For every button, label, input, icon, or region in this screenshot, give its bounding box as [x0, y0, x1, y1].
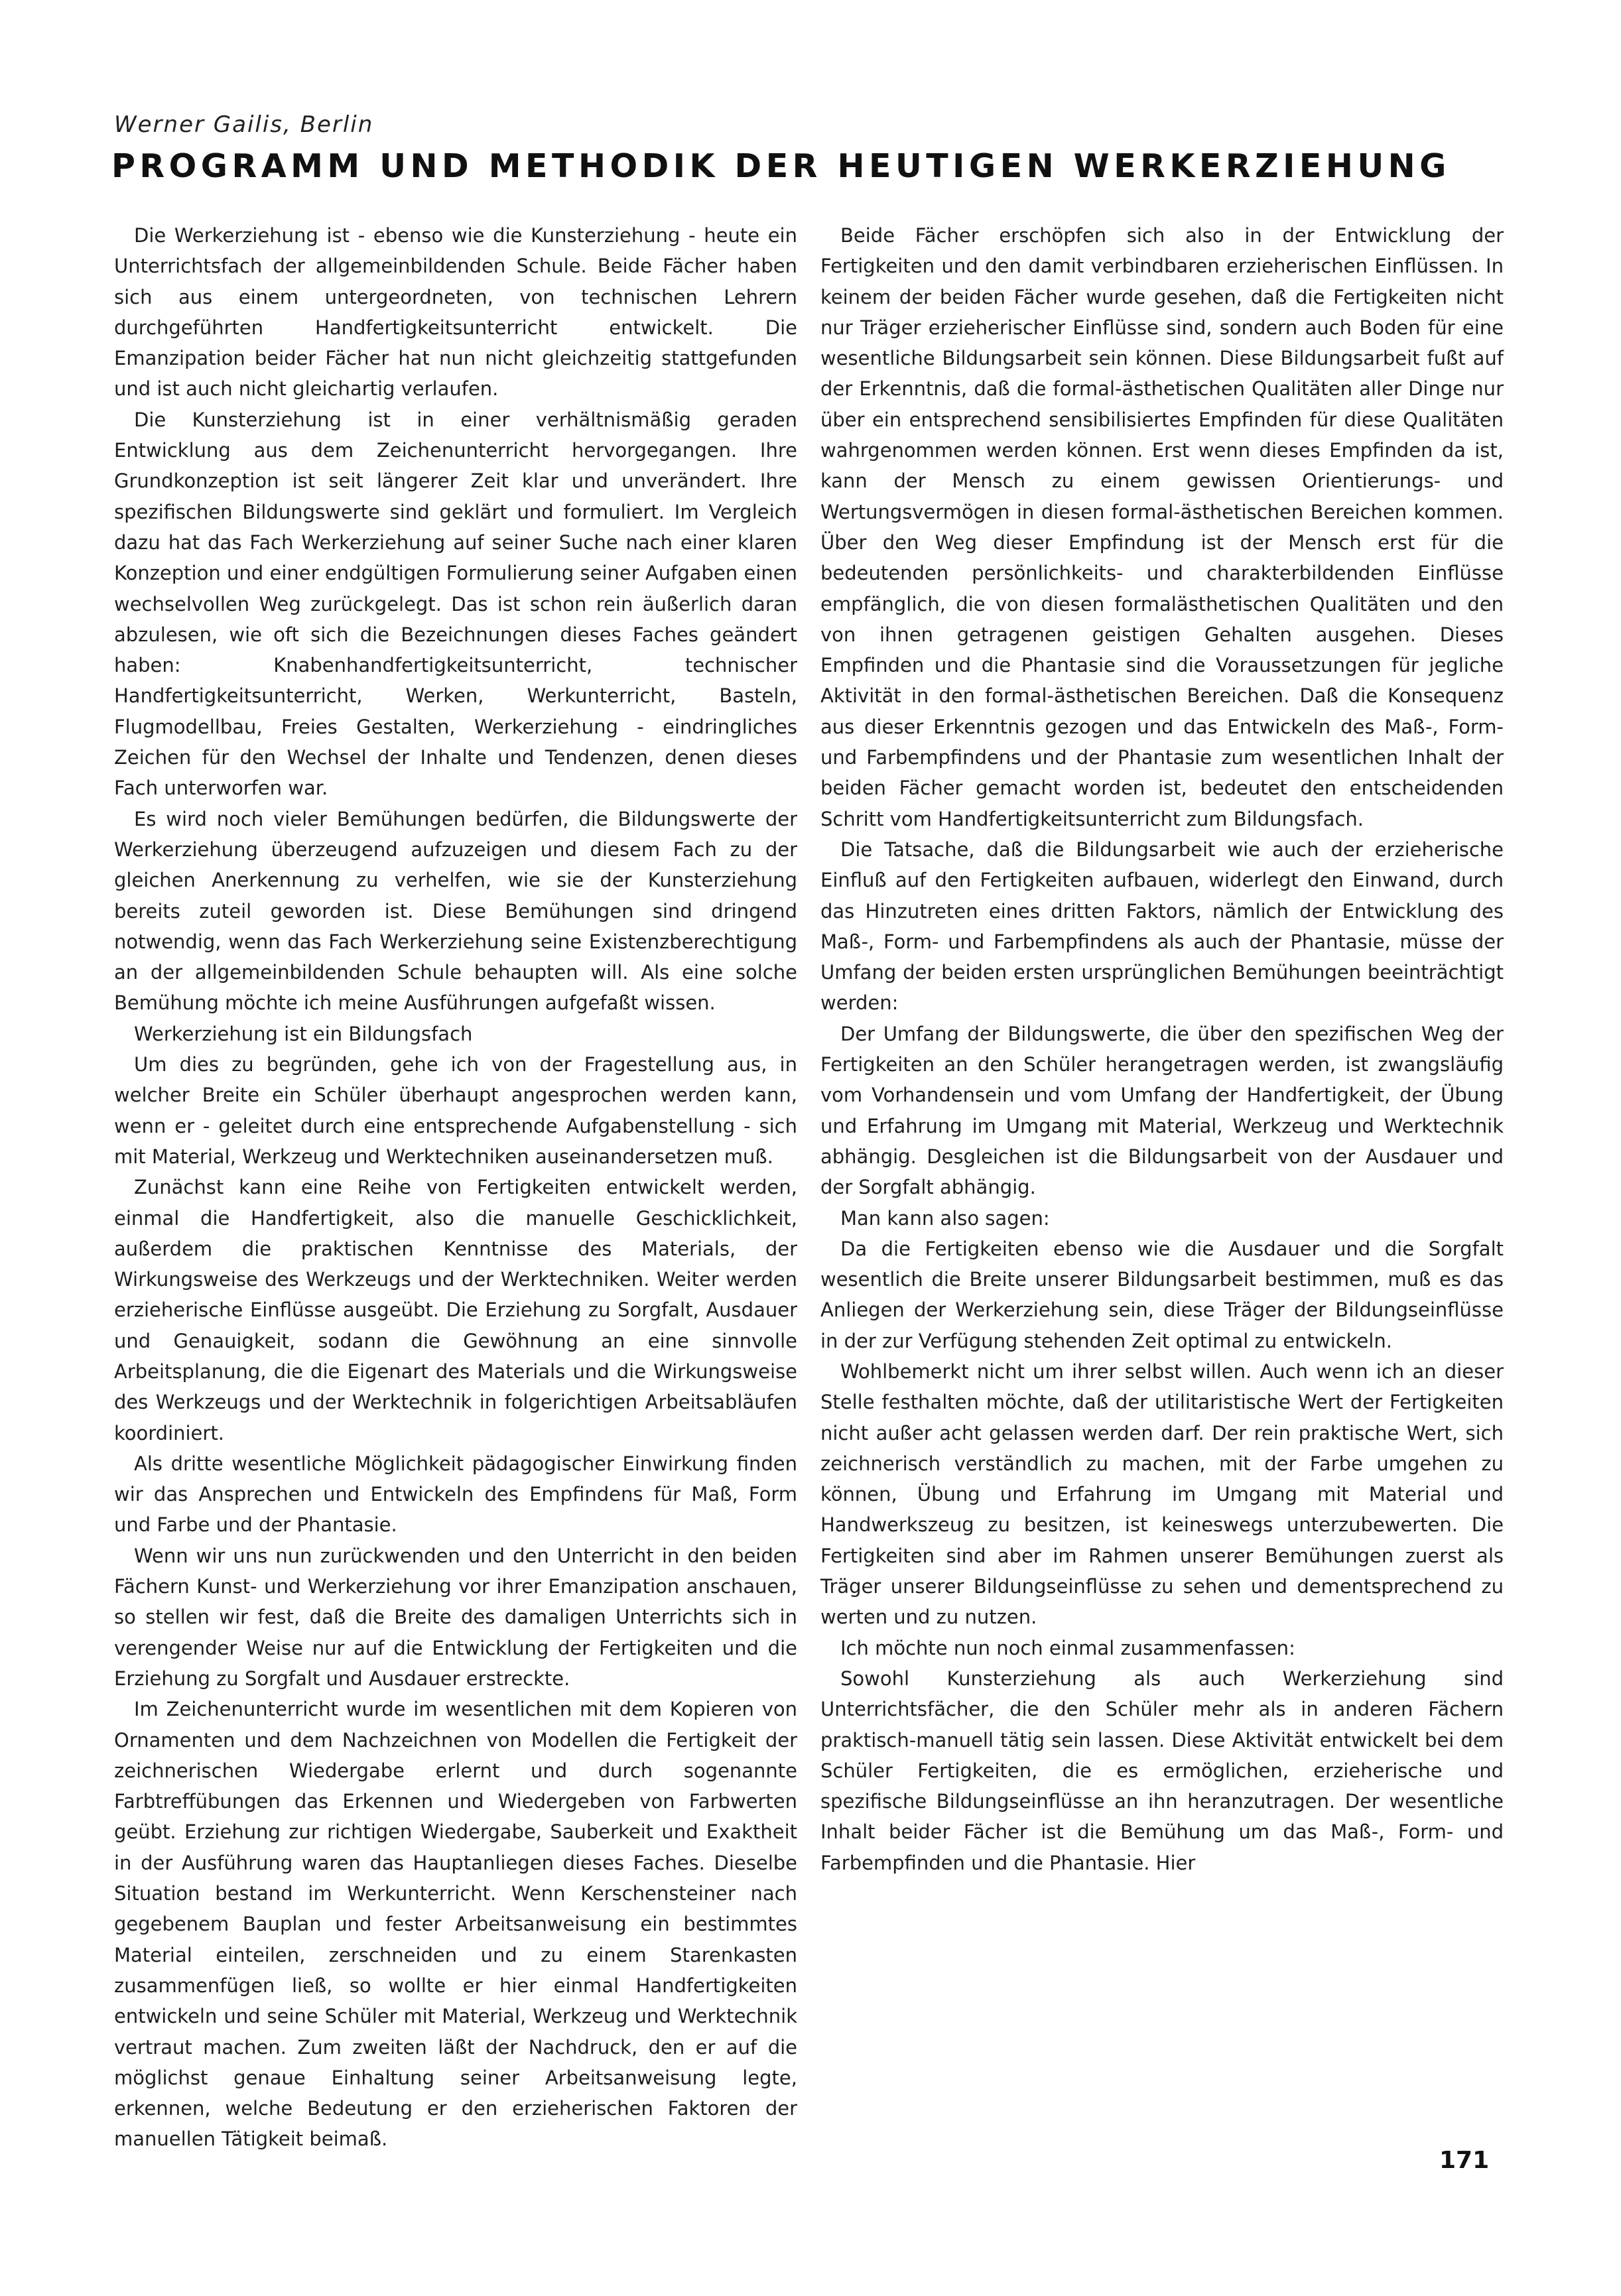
paragraph: Man kann also sagen: — [840, 1206, 1050, 1230]
paragraph: Im Zeichenunterricht wurde im wesentlichen mit dem Kopieren von Ornamenten und dem Nachzeichnen von Modellen die Fertigkeit der zeichnerischen Wiedergabe erlernt und durch sogenannte Farbtreffübungen das Erkennen und Wiedergeben von Farbwerten geübt. Erziehung zur richtigen Wiedergabe, Sauberkeit und Exaktheit in der Ausführung waren das Hauptanliegen dieses Faches. Dieselbe Situation bestand im Werkunterricht. Wenn Kerschensteiner nach gegebenem Bauplan und fester Arbeitsanweisung ein bestimmtes Material einteilen, zerschneiden und zu einem Starenkasten zusammenfügen ließ, so wollte er hier einmal Handfertigkeiten entwickeln und seine Schüler mit Material, Werkzeug und Werktechnik vertraut machen. Zum zweiten läßt der Nachdruck, den er auf die möglichst genaue Einhaltung seiner Arbeitsanweisung legte, erkennen, welche Bedeutung er den erzieherischen Faktoren der manuellen Tätigkeit beimaß. — [114, 1698, 797, 2151]
paragraph: Die Kunsterziehung ist in einer verhältnismäßig geraden Entwicklung aus dem Zeichenunterricht hervorgegangen. Ihre Grundkonzeption ist seit längerer Zeit klar und unverändert. Ihre spezifischen Bildungswerte sind geklärt und formuliert. Im Vergleich dazu hat das Fach Werkerziehung auf seiner Suche nach einer klaren Konzeption und einer endgültigen Formulierung seiner Aufgaben einen wechselvollen Weg zurückgelegt. Das ist schon rein äußerlich daran abzulesen, wie oft sich die Bezeichnungen dieses Faches geändert haben: Knabenhandfertigkeitsunterricht, technischer Handfertigkeitsunterricht, Werken, Werkunterricht, Basteln, Flugmodellbau, Freies Gestalten, Werkerziehung - eindringliches Zeichen für den Wechsel der Inhalte und Tendenzen, denen dieses Fach unterworfen war. — [114, 408, 797, 800]
right-column — [820, 220, 1504, 1878]
paragraph: Wenn wir uns nun zurückwenden und den Unterricht in den beiden Fächern Kunst- und Werkerziehung vor ihrer Emanzipation anschauen, so stellen wir fest, daß die Breite des damaligen Unterrichts sich in verengender Weise nur auf die Entwicklung der Fertigkeiten und die Erziehung zu Sorgfalt und Ausdauer erstreckte. — [114, 1544, 797, 1690]
paragraph: Die Tatsache, daß die Bildungsarbeit wie auch der erzieherische Einfluß auf den Fertigkeiten aufbauen, widerlegt den Einwand, durch das Hinzutreten eines dritten Faktors, nämlich der Entwicklung des Maß-, Form- und Farbempfindens als auch der Phantasie, müsse der Umfang der beiden ersten ursprünglichen Bemühungen beeinträchtigt werden: — [820, 838, 1504, 1015]
paragraph: Um dies zu begründen, gehe ich von der Fragestellung aus, in welcher Breite ein Schüler überhaupt angesprochen werden kann, wenn er - geleitet durch eine entsprechende Aufgabenstellung - sich mit Material, Werkzeug und Werktechniken auseinandersetzen muß. — [114, 1053, 797, 1168]
paragraph: Zunächst kann eine Reihe von Fertigkeiten entwickelt werden, einmal die Handfertigkeit, also die manuelle Geschicklichkeit, außerdem die praktischen Kenntnisse des Materials, der Wirkungsweise des Werkzeugs und der Werktechniken. Weiter werden erzieherische Einflüsse ausgeübt. Die Erziehung zu Sorgfalt, Ausdauer und Genauigkeit, sodann die Gewöhnung an eine sinnvolle Arbeitsplanung, die die Eigenart des Materials und die Wirkungsweise des Werkzeugs und der Werktechnik in folgerichtigen Arbeitsabläufen koordiniert. — [114, 1176, 797, 1444]
paragraph: Als dritte wesentliche Möglichkeit pädagogischer Einwirkung finden wir das Ansprechen und Entwickeln des Empfindens für Maß, Form und Farbe und der Phantasie. — [114, 1452, 797, 1537]
paragraph: Die Werkerziehung ist - ebenso wie die Kunsterziehung - heute ein Unterrichtsfach der allgemeinbildenden Schule. Beide Fächer haben sich aus einem untergeordneten, von technischen Lehrern durchgeführten Handfertigkeitsunterricht entwickelt. Die Emanzipation beider Fächer hat nun nicht gleichzeitig stattgefunden und ist auch nicht gleichartig verlaufen. — [114, 224, 797, 401]
left-column — [114, 220, 797, 2155]
paragraph: Wohlbemerkt nicht um ihrer selbst willen. Auch wenn ich an dieser Stelle festhalten möchte, daß der utilitaristische Wert der Fertigkeiten nicht außer acht gelassen werden darf. Der rein praktische Wert, sich zeichnerisch verständlich zu machen, mit der Farbe umgehen zu können, Übung und Erfahrung im Umgang mit Material und Handwerkszeug zu besitzen, ist keineswegs unterzubewerten. Die Fertigkeiten sind aber im Rahmen unserer Bemühungen zuerst als Träger unserer Bildungseinflüsse zu sehen und dementsprechend zu werten und zu nutzen. — [820, 1360, 1504, 1629]
paragraph: Beide Fächer erschöpfen sich also in der Entwicklung der Fertigkeiten und den damit verbindbaren erzieherischen Einflüssen. In keinem der beiden Fächer wurde gesehen, daß die Fertigkeiten nicht nur Träger erzieherischer Einflüsse sind, sondern auch Boden für eine wesentliche Bildungsarbeit sein können. Diese Bildungsarbeit fußt auf der Erkenntnis, daß die formal-ästhetischen Qualitäten aller Dinge nur über ein entsprechend sensibilisiertes Empfinden für diese Qualitäten wahrgenommen werden können. Erst wenn dieses Empfinden da ist, kann der Mensch zu einem gewissen Orientierungs- und Wertungsvermögen in diesen formal-ästhetischen Bereichen kommen. Über den Weg dieser Empfindung ist der Mensch erst für die bedeutenden persönlichkeits- und charakterbildenden Einflüsse empfänglich, die von diesen formalästhetischen Qualitäten und den von ihnen getragenen geistigen Gehalten ausgehen. Dieses Empfinden und die Phantasie sind die Voraussetzungen für jegliche Aktivität in den formal-ästhetischen Bereichen. Daß die Konsequenz aus dieser Erkenntnis gezogen und das Entwickeln des Maß-, Form- und Farbempfindens und der Phantasie zum wesentlichen Inhalt der beiden Fächer gemacht worden ist, bedeutet den entscheidenden Schritt vom Handfertigkeitsunterricht zum Bildungsfach. — [820, 224, 1504, 830]
paragraph: Der Umfang der Bildungswerte, die über den spezifischen Weg der Fertigkeiten an den Schüler herangetragen werden, ist zwangsläufig vom Vorhandensein und vom Umfang der Handfertigkeit, der Übung und Erfahrung im Umgang mit Material, Werkzeug und Werktechnik abhängig. Desgleichen ist die Bildungsarbeit von der Ausdauer und der Sorgfalt abhängig. — [820, 1022, 1504, 1199]
article-author: Werner Gailis, Berlin — [114, 111, 374, 138]
article-title: PROGRAMM UND METHODIK DER HEUTIGEN WERKERZIEHUNG — [111, 147, 1451, 185]
page-number: 171 — [1439, 2147, 1490, 2174]
paragraph: Ich möchte nun noch einmal zusammenfassen: — [840, 1636, 1295, 1659]
section-heading: Werkerziehung ist ein Bildungsfach — [134, 1022, 473, 1045]
paragraph: Es wird noch vieler Bemühungen bedürfen, die Bildungswerte der Werkerziehung überzeugend aufzuzeigen und diesem Fach zu der gleichen Anerkennung zu verhelfen, wie sie der Kunsterziehung bereits zuteil geworden ist. Diese Bemühungen sind dringend notwendig, wenn das Fach Werkerziehung seine Existenzberechtigung an der allgemeinbildenden Schule behaupten will. Als eine solche Bemühung möchte ich meine Ausführungen aufgefaßt wissen. — [114, 807, 797, 1015]
paragraph: Sowohl Kunsterziehung als auch Werkerziehung sind Unterrichtsfächer, die den Schüler mehr als in anderen Fächern praktisch-manuell tätig sein lassen. Diese Aktivität entwickelt bei dem Schüler Fertigkeiten, die es ermöglichen, erzieherische und spezifische Bildungseinflüsse an ihn heranzutragen. Der wesentliche Inhalt beider Fächer ist die Bemühung um das Maß-, Form- und Farbempfinden und die Phantasie. Hier — [820, 1667, 1504, 1874]
paragraph: Da die Fertigkeiten ebenso wie die Ausdauer und die Sorgfalt wesentlich die Breite unserer Bildungsarbeit bestimmen, muß es das Anliegen der Werkerziehung sein, diese Träger der Bildungseinflüsse in der zur Verfügung stehenden Zeit optimal zu entwickeln. — [820, 1237, 1504, 1352]
